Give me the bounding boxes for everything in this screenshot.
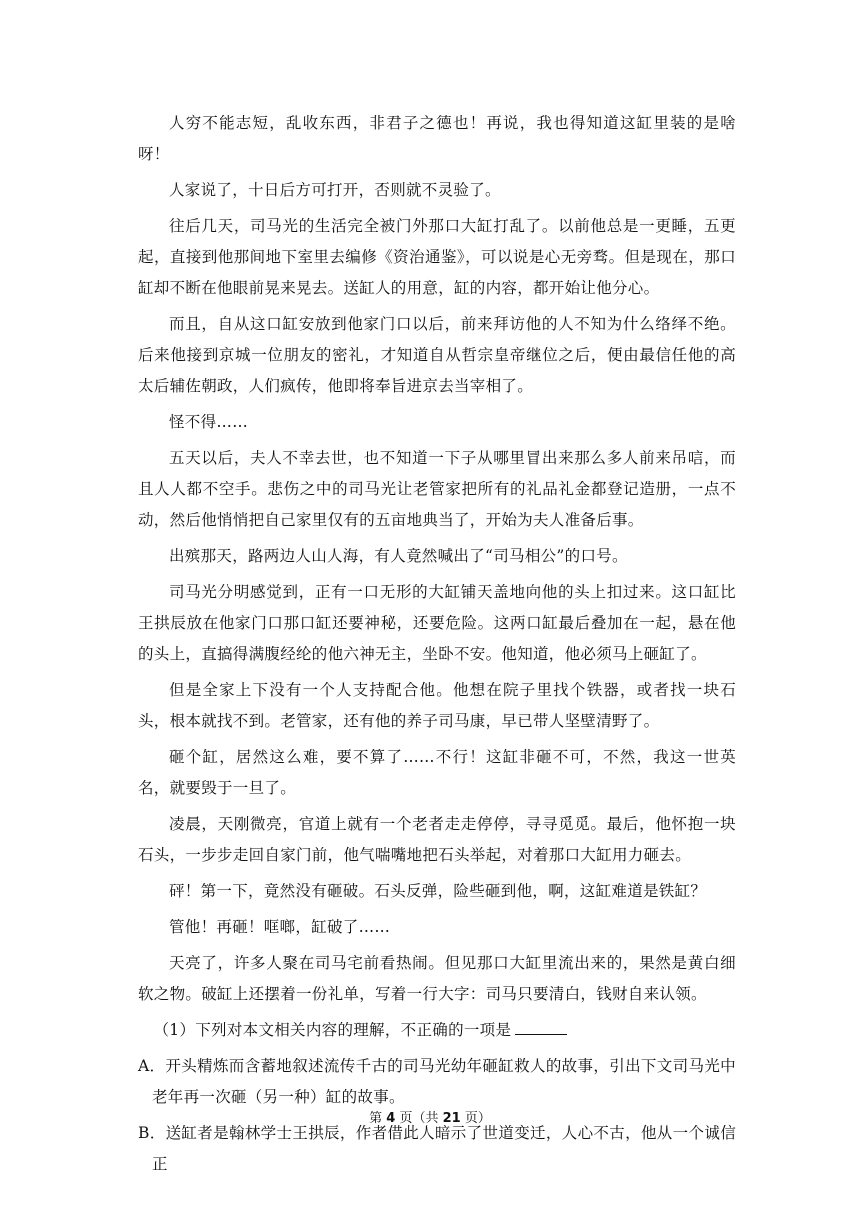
option-b: B．送缸者是翰林学士王拱辰，作者借此人暗示了世道变迁，人心不古，他从一个诚信正 xyxy=(138,1124,736,1173)
option-a: A．开头精炼而含蓄地叙述流传千古的司马光幼年砸缸救人的故事，引出下文司马光中老年再一次砸（另一种）缸的故事。 xyxy=(138,1057,736,1106)
paragraph: 凌晨，天刚微亮，官道上就有一个老者走走停停，寻寻觅觅。最后，他怀抱一块石头，一步步走回自家门前，他气喘嘴地把石头举起，对着那口大缸用力砸去。 xyxy=(138,815,736,864)
paragraph: 怪不得…… xyxy=(169,413,249,431)
paragraph: 天亮了，许多人聚在司马宅前看热闹。但见那口大缸里流出来的，果然是黄白细软之物。破缸上还摆着一份礼单，写着一行大字：司马只要清白，钱财自来认领。 xyxy=(138,954,736,1003)
paragraph: 司马光分明感觉到，正有一口无形的大缸铺天盖地向他的头上扣过来。这口缸比王拱辰放在他家门口那口缸还要神秘，还要危险。这两口缸最后叠加在一起，悬在他的头上，直搞得满腹经纶的他六神无主，坐卧不安。他知道，他必须马上砸缸了。 xyxy=(138,583,736,663)
paragraph: 而且，自从这口缸安放到他家门口以后，前来拜访他的人不知为什么络绎不绝。后来他接到京城一位朋友的密礼，才知道自从哲宗皇帝继位之后，便由最信任他的高太后辅佐朝政，人们疯传，他即将奉旨进京去当宰相了。 xyxy=(138,315,736,395)
paragraph: 砸个缸，居然这么难，要不算了……不行！这缸非砸不可，不然，我这一世英名，就要毁于一旦了。 xyxy=(138,748,736,797)
paragraph: 人穷不能志短，乱收东西，非君子之德也！再说，我也得知道这缸里装的是啥呀！ xyxy=(138,114,736,163)
paragraph: 管他！再砸！哐啷，缸破了…… xyxy=(169,918,391,936)
footer-page-number: 4 xyxy=(386,1111,396,1126)
footer-suffix: 页） xyxy=(464,1111,491,1126)
paragraph: 五天以后，夫人不幸去世，也不知道一下子从哪里冒出来那么多人前来吊唁，而且人人都不空手。悲伤之中的司马光让老管家把所有的礼品礼金都登记造册，一点不动，然后他悄悄把自己家里仅有的五亩地典当了，开始为夫人准备后事。 xyxy=(138,449,736,529)
footer-total-pages: 21 xyxy=(442,1111,461,1126)
paragraph: 但是全家上下没有一个人支持配合他。他想在院子里找个铁器，或者找一块石头，根本就找不到。老管家，还有他的养子司马康，早已带人坚壁清野了。 xyxy=(138,681,736,730)
article-body xyxy=(138,108,736,1185)
paragraph: 出殡那天，路两边人山人海，有人竟然喊出了“司马相公”的口号。 xyxy=(169,547,628,565)
paragraph: 人家说了，十日后方可打开，否则就不灵验了。 xyxy=(169,181,501,199)
question-text: （1）下列对本文相关内容的理解，不正确的一项是 xyxy=(153,1021,512,1039)
paragraph: 往后几天，司马光的生活完全被门外那口大缸打乱了。以前他总是一更睡，五更起，直接到他那间地下室里去编修《资治通鉴》，可以说是心无旁骛。但是现在，那口缸却不断在他眼前晃来晃去。送缸人的用意，缸的内容，都开始让他分心。 xyxy=(138,217,736,297)
page-footer xyxy=(0,1111,860,1127)
paragraph: 砰！第一下，竟然没有砸破。石头反弹，险些砸到他，啊，这缸难道是铁缸？ xyxy=(169,882,707,900)
question-stem xyxy=(138,1015,736,1046)
footer-middle: 页（共 xyxy=(399,1111,439,1126)
footer-prefix: 第 xyxy=(369,1111,383,1126)
answer-blank xyxy=(515,1018,567,1035)
